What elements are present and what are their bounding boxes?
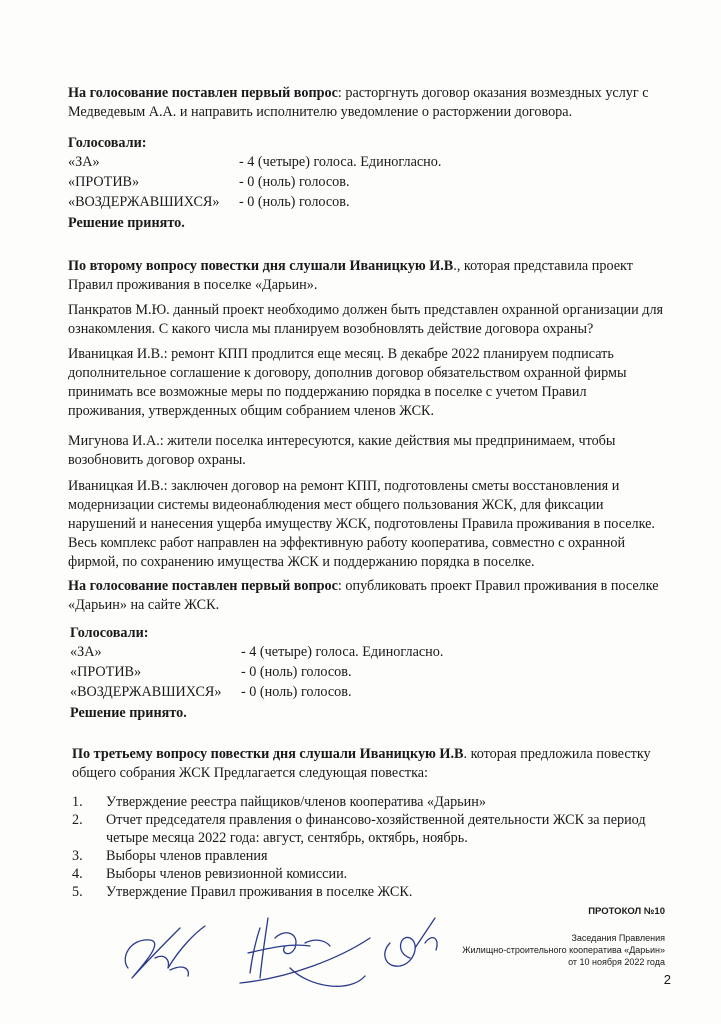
voted-label-2 xyxy=(70,624,666,643)
votes-table-1 xyxy=(68,152,441,212)
question-2-block xyxy=(68,577,664,615)
vote-row-abstain xyxy=(70,682,443,702)
vote-value: - 0 (ноль) голосов. xyxy=(239,174,350,190)
list-text: Утверждение реестра пайщиков/членов кооператива «Дарьин» xyxy=(106,794,486,810)
footer-line-1: Заседания Правления xyxy=(571,933,665,943)
vote-row-for xyxy=(70,642,443,662)
intro-2-text: ., которая представила проект Правил проживания в поселке «Дарьин». xyxy=(68,258,633,293)
list-number: 2. xyxy=(72,812,83,828)
vote-row-against xyxy=(68,172,441,192)
vote-label: «ВОЗДЕРЖАВШИХСЯ» xyxy=(68,194,220,210)
vote-value: - 0 (ноль) голосов. xyxy=(241,664,352,680)
list-number: 5. xyxy=(72,884,83,900)
document-footer xyxy=(405,906,665,968)
voted-heading-2: Голосовали: xyxy=(70,625,149,641)
page-number: 2 xyxy=(663,972,671,987)
vote-label: «ЗА» xyxy=(68,154,100,170)
agenda-list-item xyxy=(72,793,668,811)
discussion-paragraph-4 xyxy=(68,477,664,572)
vote-value: - 4 (четыре) голоса. Единогласно. xyxy=(239,154,442,170)
voted-heading-1: Голосовали: xyxy=(68,135,147,151)
vote-value: - 0 (ноль) голосов. xyxy=(241,684,352,700)
vote-row-against xyxy=(70,662,443,682)
agenda-item-2-intro xyxy=(68,257,664,295)
question-1-paragraph xyxy=(68,84,664,122)
question-2-paragraph xyxy=(68,577,664,615)
vote-row-for xyxy=(68,152,441,172)
question-2-bold: На голосование поставлен первый вопрос xyxy=(68,578,338,594)
intro-2-bold: По второму вопросу повестки дня слушали Иваницкую И.В xyxy=(68,258,454,274)
list-text: Выборы членов правления xyxy=(106,848,268,864)
list-text: Отчет председателя правления о финансово-хозяйственной деятельности ЖСК за период четыре месяца 2022 года: август, сентябрь, октябрь, ноябрь. xyxy=(106,812,646,846)
question-2-text: : опубликовать проект Правил проживания в поселке «Дарьин» на сайте ЖСК. xyxy=(68,578,659,613)
voted-label-1 xyxy=(68,134,664,153)
signature-2 xyxy=(240,918,370,986)
agenda-list-item xyxy=(72,811,668,847)
intro-2-paragraph xyxy=(68,257,664,295)
list-number: 1. xyxy=(72,794,83,810)
footer-line-2: Жилищно-строительного кооператива «Дарьин» xyxy=(462,945,665,955)
list-number: 4. xyxy=(72,866,83,882)
handwritten-signatures xyxy=(110,898,450,998)
agenda-list xyxy=(72,793,668,901)
paragraph-text: Иваницкая И.В.: заключен договор на ремонт КПП, подготовлены сметы восстановления и модернизации системы видеонаблюдения мест общего пользования ЖСК, для фиксации нарушений и нанесения ущерба имуществу ЖСК, подготовлены Правила проживания в поселке. Весь комплекс работ направлен на эффективную работу кооператива, совместно с охранной фирмой, по сохранению имущества ЖСК и поддержанию порядка в поселке. xyxy=(68,478,655,570)
list-text: Выборы членов ревизионной комиссии. xyxy=(106,866,348,882)
paragraph-text: Мигунова И.А.: жители поселка интересуются, какие действия мы предпринимаем, чтобы возобновить договор охраны. xyxy=(68,433,616,468)
intro-3-bold: По третьему вопросу повестки дня слушали Иваницкую И.В xyxy=(72,746,464,762)
agenda-list-item xyxy=(72,865,668,883)
decision-text-1: Решение принято. xyxy=(68,215,185,231)
paragraph-text: Панкратов М.Ю. данный проект необходимо должен быть представлен охранной организации для ознакомления. С какого числа мы планируем возобновлять действие договора охраны? xyxy=(68,302,664,337)
agenda-list-item xyxy=(72,847,668,865)
discussion-paragraph-1 xyxy=(68,301,664,339)
question-1-block xyxy=(68,84,664,122)
question-1-bold: На голосование поставлен первый вопрос xyxy=(68,85,338,101)
intro-3-text: . которая предложила повестку общего собрания ЖСК Предлагается следующая повестка: xyxy=(72,746,651,781)
votes-table-2 xyxy=(70,642,443,702)
list-number: 3. xyxy=(72,848,83,864)
vote-label: «ЗА» xyxy=(70,644,102,660)
vote-label: «ПРОТИВ» xyxy=(68,174,140,190)
list-text: Утверждение Правил проживания в поселке ЖСК. xyxy=(106,884,413,900)
discussion-paragraph-2 xyxy=(68,345,664,421)
vote-label: «ВОЗДЕРЖАВШИХСЯ» xyxy=(70,684,222,700)
agenda-item-3-intro xyxy=(72,745,668,783)
intro-3-paragraph xyxy=(72,745,668,783)
decision-text-2: Решение принято. xyxy=(70,705,187,721)
vote-value: - 4 (четыре) голоса. Единогласно. xyxy=(241,644,444,660)
paragraph-text: Иваницкая И.В.: ремонт КПП продлится еще месяц. В декабре 2022 планируем подписать дополнительное соглашение к договору, дополнив договор обязательством охранной фирмы принимать все возможные меры по поддержанию порядка в поселке с учетом Правил проживания, утвержденных общим собранием членов ЖСК. xyxy=(68,346,627,419)
discussion-paragraph-3 xyxy=(68,432,664,470)
footer-line-3: от 10 ноября 2022 года xyxy=(568,957,665,967)
signature-1 xyxy=(125,926,205,978)
footer-title: ПРОТОКОЛ №10 xyxy=(588,906,665,917)
decision-2 xyxy=(70,704,666,723)
vote-row-abstain xyxy=(68,192,441,212)
question-1-text: : расторгнуть договор оказания возмездных услуг с Медведевым А.А. и направить исполнителю уведомление о расторжении договора. xyxy=(68,85,649,120)
vote-value: - 0 (ноль) голосов. xyxy=(239,194,350,210)
signatures-drawing xyxy=(110,898,450,998)
vote-label: «ПРОТИВ» xyxy=(70,664,142,680)
decision-1 xyxy=(68,214,664,233)
